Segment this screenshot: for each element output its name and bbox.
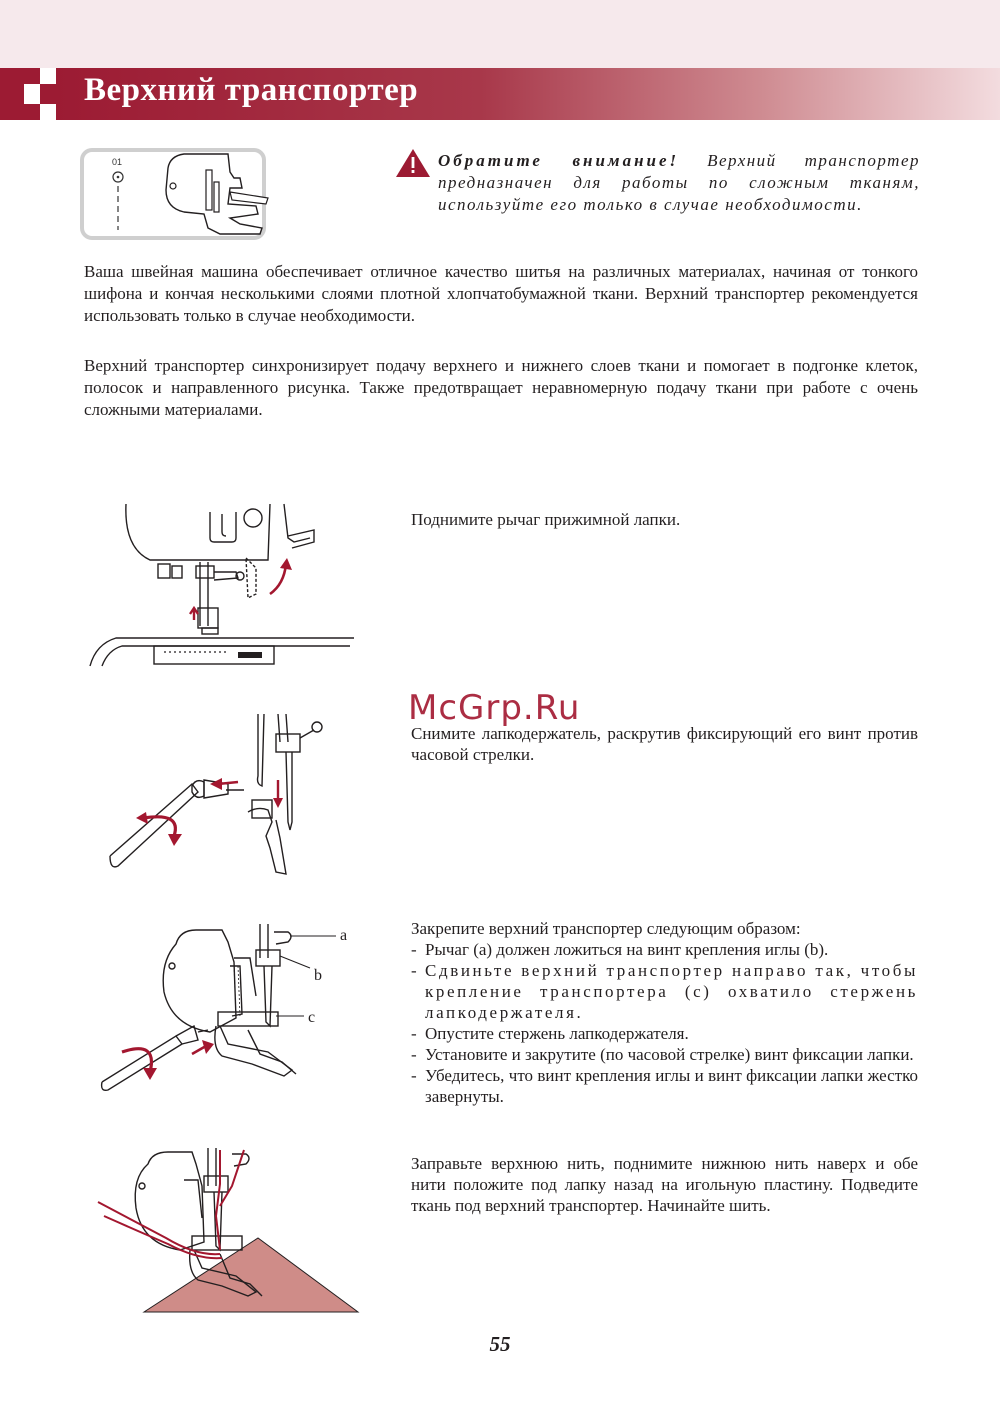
attach-feeder-illustration — [100, 922, 360, 1094]
stitch-panel-illustration — [80, 148, 268, 242]
step-3-dash-3: - — [411, 1024, 417, 1043]
warning-note — [438, 150, 920, 216]
start-sewing-illustration — [96, 1146, 362, 1316]
label-b: b — [314, 967, 322, 984]
step-3-text — [411, 918, 918, 1107]
logo-square-2 — [40, 84, 56, 104]
page-number: 55 — [489, 1332, 511, 1356]
logo-square-4 — [40, 104, 56, 120]
warning-label: Обратите внимание! — [438, 151, 680, 170]
watermark: McGrp.Ru — [408, 688, 581, 728]
logo-square-5 — [24, 84, 40, 104]
step-2-text: Снимите лапкодержатель, раскрутив фиксирующий его винт против часовой стрелки. — [411, 724, 918, 764]
warning-text: Верхний транспортер предназначен для работы по сложным тканям, используйте его только в случае необходимости. — [438, 151, 920, 214]
step-3-intro: Закрепите верхний транспортер следующим образом: — [411, 919, 801, 938]
step-3-item-1: - Рычаг (а) должен ложиться на винт крепления иглы (b). — [411, 940, 829, 959]
intro-paragraph-2: Верхний транспортер синхронизирует подачу верхнего и нижнего слоев ткани и помогает в подгонке клеток, полосок и направленного рисунка. Также предотвращает неравномерную подачу ткани при работе с очень сложными материалами. — [84, 356, 918, 419]
label-a: a — [340, 927, 348, 944]
label-c: c — [308, 1009, 316, 1026]
top-band — [0, 0, 1000, 68]
stitch-code: 01 — [112, 157, 123, 167]
step-4-text: Заправьте верхнюю нить, поднимите нижнюю нить наверх и обе нити положите под лапку назад на игольную пластину. Подведите ткань под верхний транспортер. Начинайте шить. — [411, 1154, 918, 1215]
step-3-item-2: - Сдвиньте верхний транспортер направо так, чтобы крепление транспортера (с) охватило стержень лапкодержателя. — [411, 961, 918, 1022]
remove-holder-illustration — [108, 712, 330, 878]
intro-paragraph-1: Ваша швейная машина обеспечивает отличное качество шитья на различных материалах, начиная от тонкого шифона и кончая несколькими слоями плотной хлопчатобумажной ткани. Верхний транспортер рекомендуется использовать только в случае необходимости. — [84, 262, 918, 325]
page-title: Верхний транспортер — [84, 72, 419, 108]
step-1-text: Поднимите рычаг прижимной лапки. — [411, 510, 681, 529]
step-3-dash-5: - — [411, 1066, 417, 1085]
warning-icon — [394, 147, 432, 179]
raise-lever-illustration — [88, 498, 358, 670]
step-3-dash-2: - — [411, 961, 420, 980]
step-3-item-4: - Установите и закрутите (по часовой стрелке) винт фиксации лапки. — [411, 1045, 914, 1064]
step-3-dash-4: - — [411, 1045, 417, 1064]
step-3-item-5: - Убедитесь, что винт крепления иглы и винт фиксации лапки жестко завернуты. — [411, 1066, 918, 1106]
step-3-item-3: - Опустите стержень лапкодержателя. — [411, 1024, 689, 1043]
step-3-dash-1: - — [411, 940, 417, 959]
logo-square-3 — [40, 68, 56, 84]
